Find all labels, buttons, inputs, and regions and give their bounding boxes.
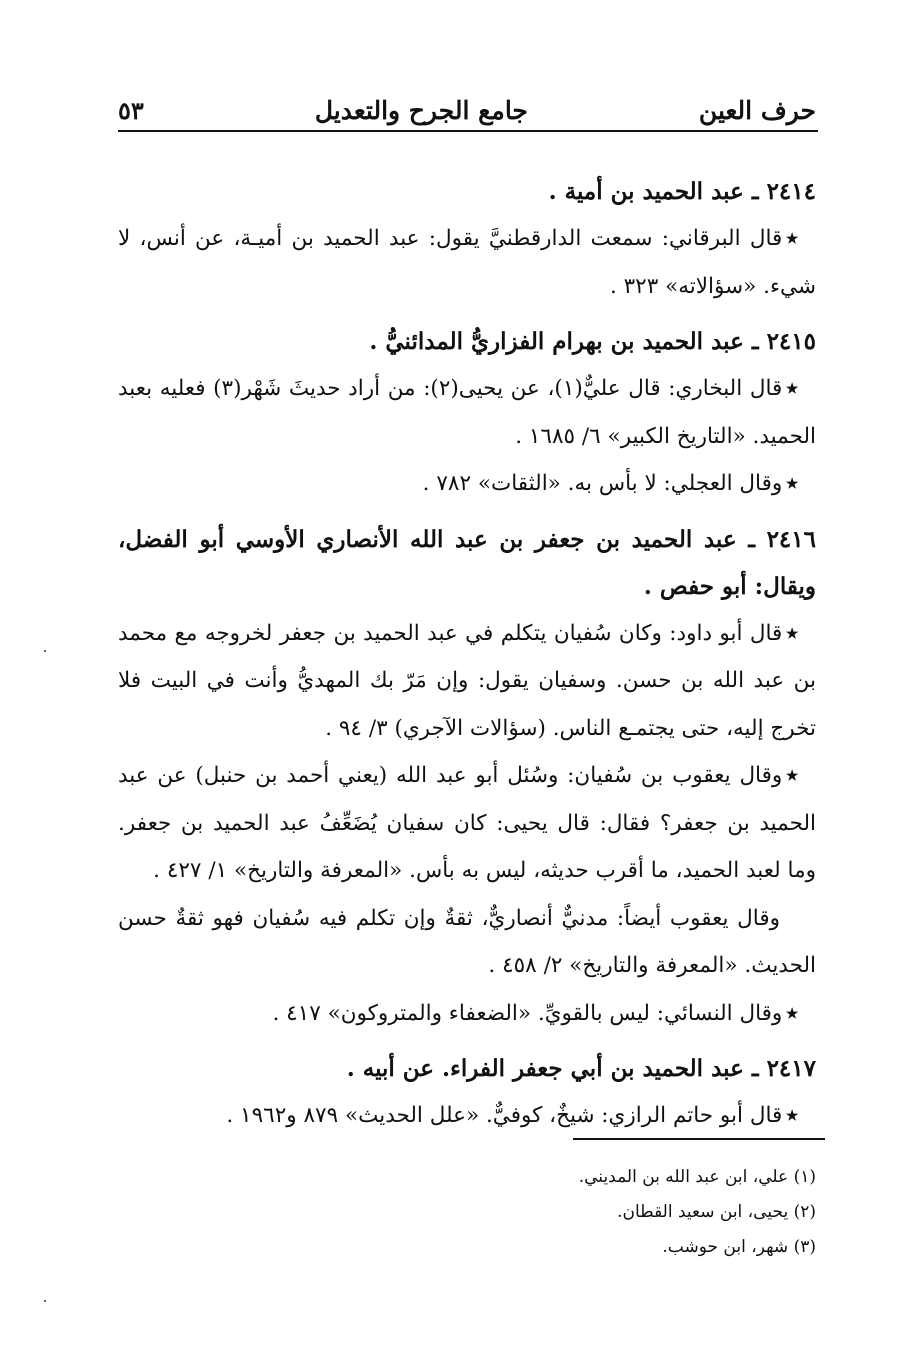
- bullet-star: ٭: [786, 1103, 798, 1128]
- entry-paragraph: [118, 990, 816, 1038]
- bullet-star: ٭: [786, 1000, 798, 1026]
- footnotes: [456, 1160, 816, 1265]
- paragraph-text: وقال النسائي: ليس بالقويِّ. «الضعفاء والمتروكون» ٤١٧ .: [272, 1000, 783, 1026]
- running-header: [118, 88, 816, 132]
- paragraph-text: قال البخاري: قال عليٌّ(١)، عن يحيى(٢): من أراد حديثَ شَهْر(٣) فعليه بعبد الحميد. «التاريخ الكبير» ٦/ ١٦٨٥ .: [118, 376, 816, 449]
- entry-heading: ٢٤١٦ ـ عبد الحميد بن جعفر بن عبد الله الأنصاري الأوسي أبو الفضل، ويقال: أبو حفص .: [118, 525, 816, 600]
- bullet-star: ٭: [786, 471, 798, 496]
- entry-paragraph: [118, 1092, 816, 1140]
- paragraph-text: قال أبو داود: وكان سُفيان يتكلم في عبد الحميد بن جعفر لخروجه مع محمد بن عبد الله بن حسن. وسفيان يقول: وإن مَرّ بك المهديُّ وأنت في البيت فلا تخرج إليه، حتى يجتمـع الناس. (سؤالات الآجري) ٣/ ٩٤ .: [118, 620, 816, 741]
- scan-speck: [44, 650, 46, 652]
- footnote-rule: [573, 1138, 825, 1140]
- footnote: (٣) شهر، ابن حوشب.: [662, 1237, 816, 1257]
- entry-heading: ٢٤١٥ ـ عبد الحميد بن بهرام الفزاريُّ المدائنيُّ .: [369, 328, 816, 355]
- bullet-star: ٭: [786, 226, 798, 251]
- paragraph-text: وقال العجلي: لا بأس به. «الثقات» ٧٨٢ .: [422, 471, 783, 496]
- entry-paragraph: [118, 895, 816, 990]
- page-number: ٥٣: [118, 95, 144, 125]
- bullet-star: ٭: [786, 763, 798, 788]
- entry-paragraph: [118, 460, 816, 508]
- section-title: حرف العين: [698, 95, 816, 125]
- entry-paragraph: [118, 752, 816, 895]
- footnote: (١) علي، ابن عبد الله بن المديني.: [578, 1167, 816, 1187]
- entry-paragraph: [118, 610, 816, 753]
- scan-speck: [44, 1300, 46, 1302]
- book-title: جامع الجرح والتعديل: [314, 95, 528, 125]
- header-rule: [118, 130, 818, 132]
- paragraph-text: وقال يعقوب أيضاً: مدنيٌّ أنصاريٌّ، ثقةٌ وإن تكلم فيه سُفيان فهو ثقةٌ حسن الحديث. «المعرفة والتاريخ» ٢/ ٤٥٨ .: [118, 905, 816, 978]
- entry-heading: ٢٤١٤ ـ عبد الحميد بن أمية .: [548, 178, 816, 205]
- entry-paragraph: [118, 365, 816, 460]
- entry-paragraph: [118, 215, 816, 310]
- main-text: [118, 168, 816, 1140]
- paragraph-text: قال أبو حاتم الرازي: شيخٌ، كوفيٌّ. «علل الحديث» ٨٧٩ و١٩٦٢ .: [226, 1103, 783, 1128]
- bullet-star: ٭: [786, 376, 798, 401]
- paragraph-text: قال البرقاني: سمعت الدارقطنيَّ يقول: عبد الحميد بن أميـة، عن أنس، لا شيء. «سؤالاته» ٣٢٣ .: [118, 226, 816, 299]
- entry-heading: ٢٤١٧ ـ عبد الحميد بن أبي جعفر الفراء. عن أبيه .: [346, 1055, 816, 1082]
- paragraph-text: وقال يعقوب بن سُفيان: وسُئل أبو عبد الله (يعني أحمد بن حنبل) عن عبد الحميد بن جعفر؟ فقال: قال يحيى: كان سفيان يُضَعِّفُ عبد الحميد بن جعفر. وما لعبد الحميد، ما أقرب حديثه، ليس به بأس. «المعرفة والتاريخ» ١/ ٤٢٧ .: [118, 763, 816, 883]
- footnote: (٢) يحيى، ابن سعيد القطان.: [617, 1202, 816, 1222]
- bullet-star: ٭: [786, 620, 798, 646]
